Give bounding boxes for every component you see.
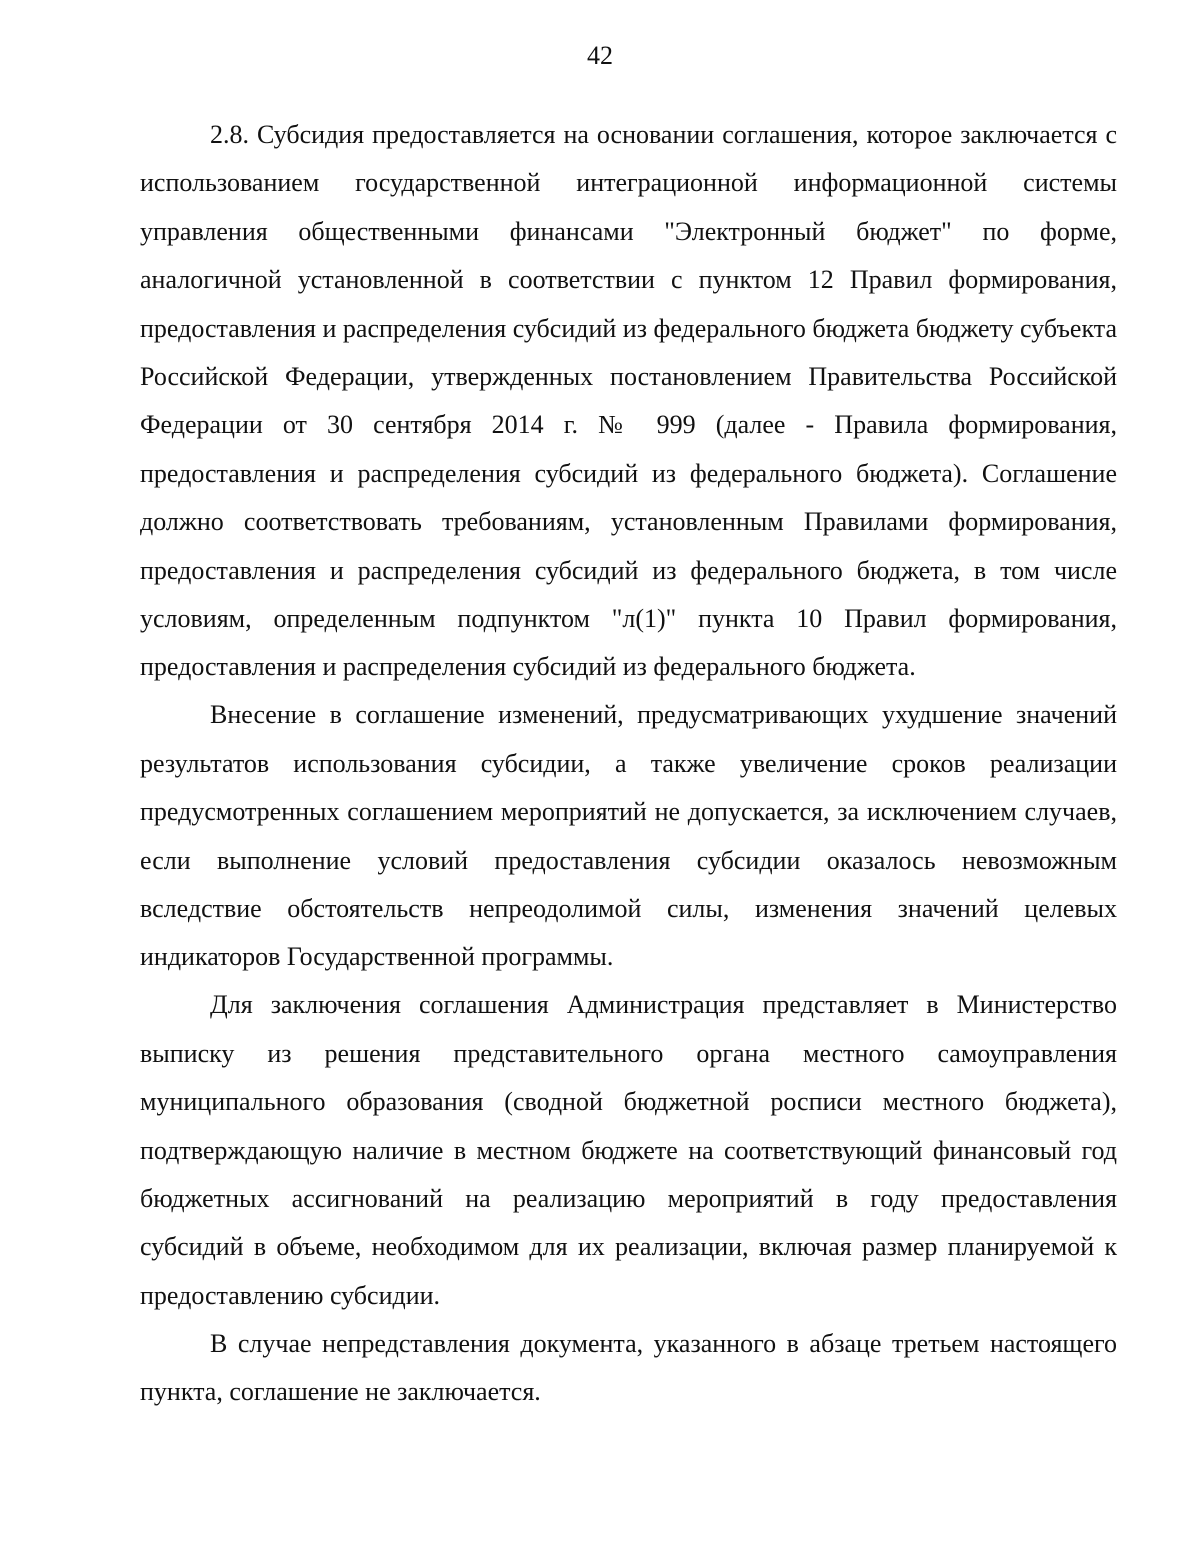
paragraph-agreement-changes: Внесение в соглашение изменений, предусматривающих ухудшение значений результатов использования субсидии, а также увеличение сроков реализации предусмотренных соглашением мероприятий не допускается, за исключением случаев, если выполнение условий предоставления субсидии оказалось невозможным вследствие обстоятельств непреодолимой силы, изменения значений целевых индикаторов Государственной программы. <box>140 700 1117 972</box>
paragraph-non-submission: В случае непредставления документа, указанного в абзаце третьем настоящего пункта, соглашение не заключается. <box>140 1328 1117 1407</box>
page-number: 42 <box>587 41 613 70</box>
paragraph-administration-extract: Для заключения соглашения Администрация представляет в Министерство выписку из решения представительного органа местного самоуправления муниципального образования (сводной бюджетной росписи местного бюджета), подтверждающую наличие в местном бюджете на соответствующий финансовый год бюджетных ассигнований на реализацию мероприятий в году предоставления субсидий в объеме, необходимом для их реализации, включая размер планируемой к предоставлению субсидии. <box>140 990 1117 1310</box>
document-body <box>140 111 1117 1416</box>
paragraph-subsidy-agreement: 2.8. Субсидия предоставляется на основании соглашения, которое заключается с использованием государственной интеграционной информационной системы управления общественными финансами "Электронный бюджет" по форме, аналогичной установленной в соответствии с пунктом 12 Правил формирования, предоставления и распределения субсидий из федерального бюджета бюджету субъекта Российской Федерации, утвержденных постановлением Правительства Российской Федерации от 30 сентября 2014 г. № 999 (далее - Правила формирования, предоставления и распределения субсидий из федерального бюджета). Соглашение должно соответствовать требованиям, установленным Правилами формирования, предоставления и распределения субсидий из федерального бюджета, в том числе условиям, определенным подпунктом "л(1)" пункта 10 Правил формирования, предоставления и распределения субсидий из федерального бюджета. <box>140 120 1117 682</box>
